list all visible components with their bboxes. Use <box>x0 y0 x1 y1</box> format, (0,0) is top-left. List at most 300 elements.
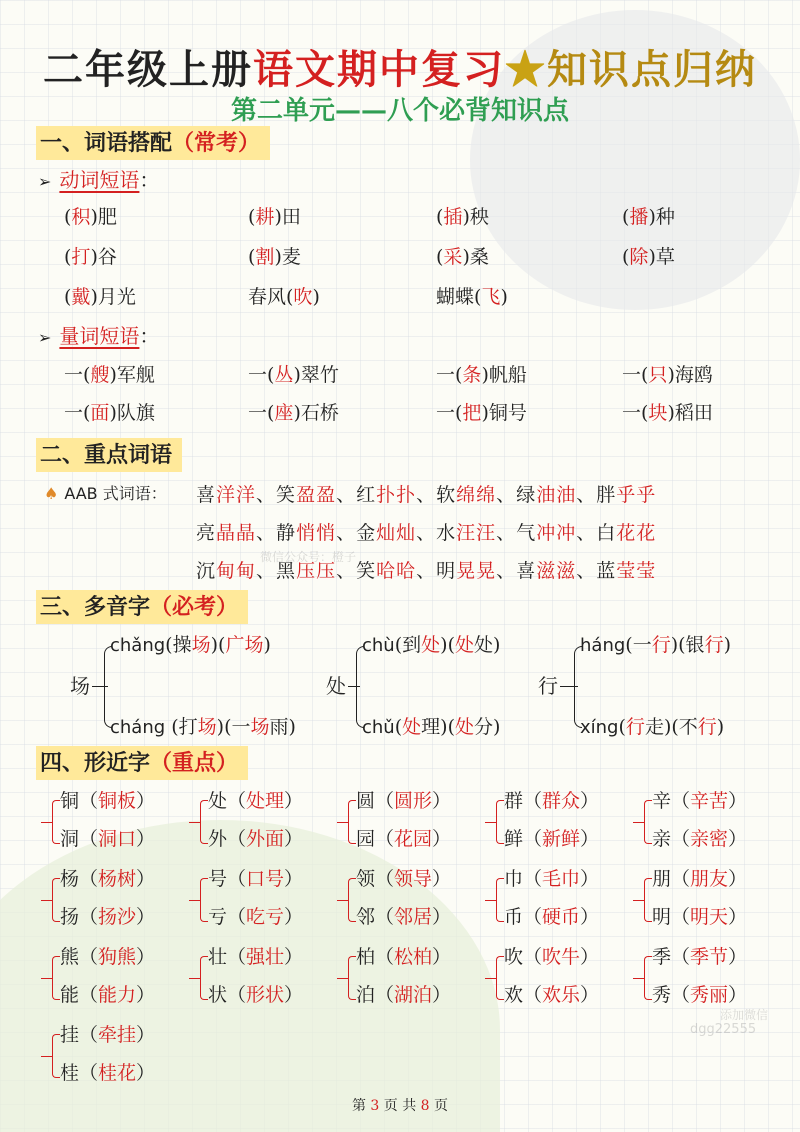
example-word: 辛苦 <box>690 790 729 812</box>
pinyin: cháng <box>110 717 166 738</box>
phrase-text: ( <box>436 246 444 268</box>
example-word: 口号 <box>246 868 285 890</box>
aab-word-a: 喜 <box>196 484 217 506</box>
paren: （ <box>523 946 543 968</box>
brace-bracket <box>200 800 208 844</box>
polyphone-reading <box>362 632 500 659</box>
phrase <box>436 244 489 270</box>
paren: ） <box>580 868 600 890</box>
brace-bracket <box>644 878 652 922</box>
phrase <box>64 244 117 270</box>
phrase-answer: 戴 <box>71 286 91 308</box>
similar-char-item <box>208 826 303 852</box>
paren: ） <box>728 946 748 968</box>
phrase-text: ) <box>312 286 320 308</box>
separator: 、 <box>496 484 517 506</box>
aab-word-a: 静 <box>276 522 297 544</box>
brace-bracket <box>348 956 356 1000</box>
word-text: 分) <box>474 716 501 738</box>
phrase-text: ( <box>248 246 256 268</box>
title-black: 二年级上册 <box>43 46 253 93</box>
paren: （ <box>671 868 691 890</box>
similar-char-item <box>504 904 599 930</box>
subsection-verb <box>38 166 159 196</box>
char: 洞 <box>60 828 80 850</box>
paren: （ <box>79 984 99 1006</box>
subsection-measure <box>38 322 159 352</box>
phrase <box>436 400 527 426</box>
paren: （ <box>79 906 99 928</box>
phrase-text: 春风( <box>248 286 294 308</box>
phrase-text: 一( <box>436 364 463 386</box>
word-text: (打 <box>165 716 198 738</box>
paren: （ <box>671 984 691 1006</box>
aab-word-b: 灿灿 <box>376 522 417 544</box>
similar-char-item <box>356 788 451 814</box>
phrase-text: 一( <box>622 402 649 424</box>
paren: ） <box>432 946 452 968</box>
polyphone-reading <box>580 632 731 659</box>
aab-word-b: 晶晶 <box>216 522 257 544</box>
aab-word-b: 花花 <box>616 522 657 544</box>
section-tag: （重点） <box>150 750 239 776</box>
phrase-text: 一( <box>622 364 649 386</box>
paren: （ <box>375 828 395 850</box>
title-red: 语文期中复习 <box>253 46 505 93</box>
char: 季 <box>652 946 672 968</box>
example-word: 硬币 <box>542 906 581 928</box>
paren: （ <box>671 828 691 850</box>
phrase-text: 一( <box>436 402 463 424</box>
polyphone-char: 处 <box>326 674 346 698</box>
aab-word-b: 扑扑 <box>376 484 417 506</box>
brace-bracket <box>52 1034 60 1078</box>
word-text: 走) <box>644 716 672 738</box>
separator: 、 <box>576 522 597 544</box>
paren: （ <box>79 868 99 890</box>
char: 状 <box>208 984 228 1006</box>
phrase <box>436 362 527 388</box>
word-text: ) <box>440 634 448 656</box>
paren: ） <box>136 790 156 812</box>
char: 秀 <box>652 984 672 1006</box>
phrase-answer: 积 <box>71 206 91 228</box>
pinyin: xíng <box>580 717 619 738</box>
word-answer: 行 <box>697 716 717 738</box>
word-text: ( <box>394 716 403 738</box>
phrase <box>622 400 713 426</box>
paren: ） <box>284 984 304 1006</box>
brace-bracket <box>52 878 60 922</box>
paren: ） <box>284 828 304 850</box>
char: 壮 <box>208 946 228 968</box>
pinyin: chǎng <box>110 635 166 656</box>
phrase <box>64 362 155 388</box>
char: 扬 <box>60 906 80 928</box>
phrase-answer: 把 <box>462 402 482 424</box>
similar-char-item <box>208 904 303 930</box>
char: 能 <box>60 984 80 1006</box>
similar-char-item <box>60 982 155 1008</box>
word-answer: 行 <box>651 634 671 656</box>
aab-word-b: 莹莹 <box>616 560 657 582</box>
aab-word-b: 冲冲 <box>536 522 577 544</box>
phrase-text: )桑 <box>462 246 489 268</box>
phrase-text: ( <box>64 286 72 308</box>
section-heading <box>36 438 182 472</box>
word-answer: 场 <box>191 634 211 656</box>
aab-word-b: 油油 <box>536 484 577 506</box>
phrase <box>64 204 117 230</box>
paren: （ <box>227 906 247 928</box>
word-text: (到 <box>394 634 422 656</box>
word-text: ) <box>216 716 225 738</box>
aab-word-a: 笑 <box>276 484 297 506</box>
char: 欢 <box>504 984 524 1006</box>
leaf-icon: ♠ <box>44 484 59 503</box>
similar-char-item <box>504 826 599 852</box>
aab-word-b: 哈哈 <box>376 560 417 582</box>
phrase-answer: 艘 <box>90 364 110 386</box>
similar-char-item <box>504 982 599 1008</box>
phrase-text: )田 <box>274 206 301 228</box>
paren: ） <box>284 906 304 928</box>
watermark-text: 添加微信 <box>720 1008 769 1022</box>
similar-char-item <box>60 826 155 852</box>
paren: ） <box>284 868 304 890</box>
paren: ） <box>580 984 600 1006</box>
aab-word-b: 汪汪 <box>456 522 497 544</box>
example-word: 吃亏 <box>246 906 285 928</box>
page-number <box>0 1095 800 1115</box>
aab-word-a: 胖 <box>596 484 617 506</box>
word-answer: 场 <box>250 716 270 738</box>
aab-word-a: 金 <box>356 522 377 544</box>
similar-char-item <box>60 1060 155 1086</box>
separator: 、 <box>496 560 517 582</box>
char: 巾 <box>504 868 524 890</box>
char: 币 <box>504 906 524 928</box>
brace-bracket <box>348 878 356 922</box>
aab-word-b: 盈盈 <box>296 484 337 506</box>
polyphone-char: 行 <box>538 674 558 698</box>
current-page: 3 <box>370 1098 380 1114</box>
phrase-answer: 块 <box>648 402 668 424</box>
section-title: 二、重点词语 <box>40 442 173 468</box>
aab-word-a: 水 <box>436 522 457 544</box>
word-text: 雨) <box>269 716 296 738</box>
aab-word-b: 悄悄 <box>296 522 337 544</box>
char: 辛 <box>652 790 672 812</box>
paren: ） <box>136 946 156 968</box>
example-word: 狗熊 <box>98 946 137 968</box>
aab-word-a: 气 <box>516 522 537 544</box>
polyphone-reading <box>110 714 296 741</box>
phrase-text: )石桥 <box>293 402 339 424</box>
example-word: 领导 <box>394 868 433 890</box>
phrase-text: )肥 <box>90 206 117 228</box>
brace-bracket <box>200 956 208 1000</box>
aab-word-a: 红 <box>356 484 377 506</box>
paren: （ <box>79 946 99 968</box>
word-text: ) <box>670 634 679 656</box>
separator: 、 <box>336 484 357 506</box>
polyphone-char: 场 <box>70 674 90 698</box>
section-title: 四、形近字 <box>40 750 151 776</box>
similar-char-item <box>652 826 747 852</box>
aab-word-a: 白 <box>596 522 617 544</box>
phrase-text: 一( <box>248 364 275 386</box>
phrase-text: ( <box>436 206 444 228</box>
word-answer: 场 <box>197 716 217 738</box>
phrase-text: 一( <box>64 402 91 424</box>
paren: ） <box>432 984 452 1006</box>
similar-char-item <box>356 904 451 930</box>
example-word: 松柏 <box>394 946 433 968</box>
word-text: (银 <box>678 634 705 656</box>
char: 挂 <box>60 1024 80 1046</box>
aab-word-a: 喜 <box>516 560 537 582</box>
brace-bracket <box>496 878 504 922</box>
example-word: 杨树 <box>98 868 137 890</box>
aab-word-b: 洋洋 <box>216 484 257 506</box>
example-word: 秀丽 <box>690 984 729 1006</box>
similar-char-item <box>356 866 451 892</box>
example-word: 欢乐 <box>542 984 581 1006</box>
pinyin: chǔ <box>362 717 395 738</box>
phrase-text: ( <box>248 206 256 228</box>
char: 泊 <box>356 984 376 1006</box>
separator: 、 <box>416 522 437 544</box>
phrase <box>248 244 301 270</box>
aab-word-a: 明 <box>436 560 457 582</box>
phrase-text: )队旗 <box>109 402 155 424</box>
similar-char-item <box>356 944 451 970</box>
char: 亲 <box>652 828 672 850</box>
paren: ） <box>432 828 452 850</box>
word-text: ) <box>723 634 731 656</box>
paren: （ <box>523 906 543 928</box>
phrase-answer: 插 <box>443 206 463 228</box>
aab-row <box>196 481 656 509</box>
paren: ） <box>432 790 452 812</box>
word-text: 处) <box>474 634 501 656</box>
example-word: 季节 <box>690 946 729 968</box>
phrase-text: 蝴蝶( <box>436 286 482 308</box>
paren: （ <box>79 1062 99 1084</box>
similar-char-item <box>652 866 747 892</box>
phrase-text: ( <box>622 206 630 228</box>
phrase-answer: 除 <box>629 246 649 268</box>
example-word: 吹牛 <box>542 946 581 968</box>
word-answer: 行 <box>704 634 724 656</box>
separator: 、 <box>576 560 597 582</box>
similar-char-item <box>504 866 599 892</box>
word-answer: 行 <box>625 716 645 738</box>
aab-word-a: 黑 <box>276 560 297 582</box>
phrase <box>64 284 136 310</box>
similar-char-item <box>60 944 155 970</box>
phrase-answer: 面 <box>90 402 110 424</box>
paren: （ <box>671 946 691 968</box>
char: 明 <box>652 906 672 928</box>
phrase-answer: 丛 <box>274 364 294 386</box>
section-heading <box>36 126 270 160</box>
phrase <box>436 284 508 310</box>
paren: ） <box>580 906 600 928</box>
paren: （ <box>227 828 247 850</box>
aab-label-text: AAB 式词语： <box>64 484 167 503</box>
phrase-answer: 采 <box>443 246 463 268</box>
word-answer: 处 <box>421 634 441 656</box>
brace-bracket <box>644 956 652 1000</box>
phrase-text: )种 <box>648 206 675 228</box>
section-tag: （常考） <box>172 130 261 156</box>
similar-char-item <box>356 982 451 1008</box>
char: 柏 <box>356 946 376 968</box>
example-word: 桂花 <box>98 1062 137 1084</box>
example-word: 圆形 <box>394 790 433 812</box>
phrase-text: )铜号 <box>481 402 527 424</box>
word-text: ) <box>210 634 219 656</box>
separator: 、 <box>416 560 437 582</box>
paren: （ <box>227 946 247 968</box>
paren: （ <box>227 868 247 890</box>
brace-bracket <box>496 800 504 844</box>
paren: （ <box>227 790 247 812</box>
similar-char-item <box>208 788 303 814</box>
phrase-text: ) <box>500 286 508 308</box>
colon: ： <box>139 324 160 348</box>
aab-word-b: 绵绵 <box>456 484 497 506</box>
aab-word-b: 压压 <box>296 560 337 582</box>
char: 亏 <box>208 906 228 928</box>
phrase <box>248 204 301 230</box>
paren: ） <box>728 790 748 812</box>
phrase-answer: 播 <box>629 206 649 228</box>
word-text: (一 <box>625 634 652 656</box>
paren: （ <box>79 790 99 812</box>
example-word: 扬沙 <box>98 906 137 928</box>
aab-row <box>196 519 656 547</box>
char: 号 <box>208 868 228 890</box>
similar-char-item <box>356 826 451 852</box>
similar-char-item <box>652 904 747 930</box>
phrase-text: ( <box>64 246 72 268</box>
footer-text: 第 <box>351 1098 366 1114</box>
footer-text: 页 <box>434 1098 449 1114</box>
example-word: 形状 <box>246 984 285 1006</box>
phrase <box>622 362 713 388</box>
section-title: 三、多音字 <box>40 594 151 620</box>
similar-char-item <box>60 1022 155 1048</box>
paren: ） <box>580 828 600 850</box>
arrow-bullet-icon: ➢ <box>38 172 52 191</box>
separator: 、 <box>256 560 277 582</box>
aab-word-a: 绿 <box>516 484 537 506</box>
aab-word-a: 笑 <box>356 560 377 582</box>
similar-char-item <box>60 866 155 892</box>
word-text: (操 <box>165 634 192 656</box>
separator: 、 <box>336 560 357 582</box>
paren: （ <box>79 1024 99 1046</box>
word-text: ) <box>716 716 725 738</box>
example-word: 洞口 <box>98 828 137 850</box>
example-word: 处理 <box>246 790 285 812</box>
paren: ） <box>284 790 304 812</box>
example-word: 强壮 <box>246 946 285 968</box>
star-icon: ★ <box>505 46 547 93</box>
word-text: ) <box>263 634 271 656</box>
similar-char-item <box>208 982 303 1008</box>
phrase-answer: 飞 <box>481 286 501 308</box>
example-word: 亲密 <box>690 828 729 850</box>
word-answer: 处 <box>455 716 475 738</box>
example-word: 明天 <box>690 906 729 928</box>
char: 圆 <box>356 790 376 812</box>
paren: （ <box>671 790 691 812</box>
aab-word-a: 亮 <box>196 522 217 544</box>
section-heading <box>36 590 248 624</box>
char: 铜 <box>60 790 80 812</box>
word-answer: 广场 <box>225 634 264 656</box>
char: 领 <box>356 868 376 890</box>
word-text: 理) <box>421 716 448 738</box>
phrase <box>248 400 339 426</box>
phrase <box>64 400 155 426</box>
phrase <box>622 244 675 270</box>
brace-bracket <box>52 800 60 844</box>
paren: ） <box>728 828 748 850</box>
similar-char-item <box>652 788 747 814</box>
phrase-answer: 条 <box>462 364 482 386</box>
paren: （ <box>523 790 543 812</box>
word-text: ( <box>618 716 626 738</box>
example-word: 外面 <box>246 828 285 850</box>
similar-char-item <box>652 944 747 970</box>
phrase-text: )草 <box>648 246 675 268</box>
watermark-text: 微信公众号：橙子 <box>260 550 357 564</box>
phrase <box>248 362 339 388</box>
phrase-text: )谷 <box>90 246 117 268</box>
aab-word-a: 软 <box>436 484 457 506</box>
aab-word-a: 蓝 <box>596 560 617 582</box>
phrase-answer: 打 <box>71 246 91 268</box>
paren: ） <box>728 868 748 890</box>
example-word: 牵挂 <box>98 1024 137 1046</box>
paren: （ <box>375 906 395 928</box>
paren: （ <box>375 790 395 812</box>
word-text: (不 <box>671 716 698 738</box>
aab-word-b: 甸甸 <box>216 560 257 582</box>
section-tag: （必考） <box>150 594 239 620</box>
brace-bracket <box>496 956 504 1000</box>
aab-word-b: 滋滋 <box>536 560 577 582</box>
separator: 、 <box>496 522 517 544</box>
paren: ） <box>136 868 156 890</box>
char: 外 <box>208 828 228 850</box>
phrase-text: )秧 <box>462 206 489 228</box>
paren: ） <box>580 790 600 812</box>
paren: ） <box>136 906 156 928</box>
phrase-text: )翠竹 <box>293 364 339 386</box>
paren: ） <box>580 946 600 968</box>
subsection-label: 动词短语 <box>59 168 140 192</box>
char: 园 <box>356 828 376 850</box>
word-answer: 处 <box>455 634 475 656</box>
char: 熊 <box>60 946 80 968</box>
phrase-answer: 割 <box>255 246 275 268</box>
